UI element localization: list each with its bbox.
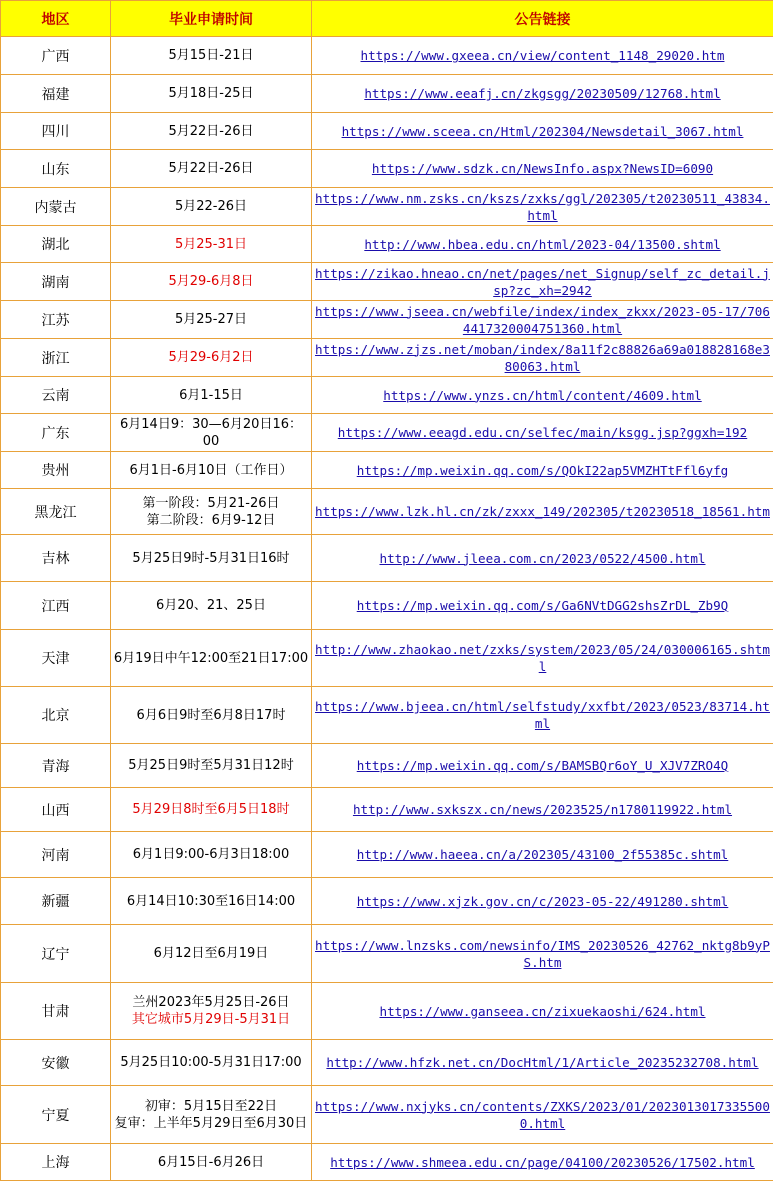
announcement-link[interactable]: http://www.sxkszx.cn/news/2023525/n1780119922.html: [352, 802, 733, 817]
announcement-link[interactable]: http://www.zhaokao.net/zxks/system/2023/05/24/030006165.shtml: [315, 642, 770, 674]
region-cell: 吉林: [1, 535, 111, 582]
period-text: 5月25日10:00-5月31日17:00: [120, 1055, 302, 1070]
period-cell: [111, 377, 312, 414]
table-row: [1, 75, 773, 113]
table-row: [1, 188, 773, 226]
period-cell: [111, 452, 312, 489]
announcement-link[interactable]: http://www.hfzk.net.cn/DocHtml/1/Article_20235232708.html: [326, 1055, 759, 1070]
announcement-link[interactable]: https://www.bjeea.cn/html/selfstudy/xxfbt/2023/0523/83714.html: [315, 699, 770, 731]
period-text: 6月6日9时至6月8日17时: [136, 707, 286, 723]
period-text: 5月22-26日: [174, 199, 248, 214]
table-row: [1, 744, 773, 788]
period-text: 6月20、21、25日: [156, 598, 266, 613]
link-cell: [312, 75, 773, 113]
link-cell: [312, 226, 773, 263]
region-cell: 内蒙古: [1, 188, 111, 226]
region-cell: 福建: [1, 75, 111, 113]
period-cell: [111, 630, 312, 687]
region-cell: 江苏: [1, 301, 111, 339]
table-row: [1, 1144, 773, 1181]
link-cell: [312, 687, 773, 744]
period-text: 6月19日中午12:00至21日17:00: [113, 650, 309, 666]
period-text: 5月25日9时至5月31日12时: [128, 758, 294, 773]
period-text: 5月29-6月8日: [168, 274, 254, 289]
link-cell: [312, 878, 773, 925]
link-cell: [312, 535, 773, 582]
period-text: 复审：上半年5月29日至6月30日: [114, 1115, 308, 1131]
announcement-link[interactable]: https://www.jseea.cn/webfile/index/index_zkxx/2023-05-17/7064417320004751360.html: [315, 303, 770, 336]
period-text: 6月14日9：30—6月20日16：00: [120, 416, 302, 449]
period-cell: [111, 925, 312, 983]
period-text: 5月29日8时至6月5日18时: [132, 802, 290, 817]
period-cell: [111, 535, 312, 582]
region-cell: 湖北: [1, 226, 111, 263]
region-cell: 湖南: [1, 263, 111, 301]
period-cell: [111, 226, 312, 263]
region-cell: 广东: [1, 414, 111, 452]
table-header-row: [1, 1, 773, 37]
period-cell: [111, 188, 312, 226]
region-cell: 江西: [1, 582, 111, 630]
period-cell: [111, 75, 312, 113]
table-row: [1, 301, 773, 339]
period-text: 5月18日-25日: [168, 86, 254, 101]
table-row: [1, 263, 773, 301]
region-cell: 天津: [1, 630, 111, 687]
period-cell: [111, 37, 312, 75]
table-row: [1, 339, 773, 377]
period-cell: [111, 1086, 312, 1144]
region-cell: 辽宁: [1, 925, 111, 983]
link-cell: [312, 263, 773, 301]
link-cell: [312, 339, 773, 377]
period-cell: [111, 1144, 312, 1181]
region-cell: 山西: [1, 788, 111, 832]
announcement-link[interactable]: http://www.hbea.edu.cn/html/2023-04/13500.shtml: [364, 236, 721, 252]
table-row: [1, 878, 773, 925]
table-row: [1, 489, 773, 535]
link-cell: [312, 832, 773, 878]
announcement-link[interactable]: https://mp.weixin.qq.com/s/Ga6NVtDGG2shsZrDL_Zb9Q: [356, 598, 729, 613]
table-row: [1, 788, 773, 832]
period-text: 5月25-31日: [174, 236, 248, 252]
link-cell: [312, 1040, 773, 1086]
table-row: [1, 832, 773, 878]
period-cell: [111, 489, 312, 535]
period-cell: [111, 150, 312, 188]
table-row: [1, 983, 773, 1040]
announcement-link[interactable]: http://www.jleea.com.cn/2023/0522/4500.html: [379, 550, 706, 566]
announcement-link[interactable]: https://www.ganseea.cn/zixuekaoshi/624.html: [379, 1003, 706, 1019]
announcement-link[interactable]: https://www.nm.zsks.cn/kszs/zxks/ggl/202305/t20230511_43834.html: [315, 190, 770, 223]
table-row: [1, 414, 773, 452]
period-text: 5月22日-26日: [168, 123, 254, 139]
period-text: 第二阶段：6月9-12日: [146, 512, 276, 528]
link-cell: [312, 582, 773, 630]
announcement-link[interactable]: https://www.nxjyks.cn/contents/ZXKS/2023/01/20230130173355000.html: [315, 1098, 770, 1131]
header-period: 毕业申请时间: [111, 1, 312, 37]
table-row: [1, 226, 773, 263]
announcement-link[interactable]: https://www.xjzk.gov.cn/c/2023-05-22/491280.shtml: [356, 893, 729, 909]
header-region: 地区: [1, 1, 111, 37]
announcement-link[interactable]: https://www.sceea.cn/Html/202304/Newsdetail_3067.html: [341, 123, 744, 139]
region-cell: 甘肃: [1, 983, 111, 1040]
region-cell: 广西: [1, 37, 111, 75]
link-cell: [312, 188, 773, 226]
period-text: 兰州2023年5月25日-26日: [132, 995, 290, 1010]
period-text: 5月25-27日: [174, 312, 248, 327]
table-row: [1, 377, 773, 414]
table-row: [1, 150, 773, 188]
region-cell: 黑龙江: [1, 489, 111, 535]
link-cell: [312, 1086, 773, 1144]
region-cell: 青海: [1, 744, 111, 788]
announcement-link[interactable]: https://www.zjzs.net/moban/index/8a11f2c88826a69a018828168e380063.html: [315, 341, 770, 374]
announcement-link[interactable]: https://www.shmeea.edu.cn/page/04100/20230526/17502.html: [330, 1154, 755, 1170]
announcement-link[interactable]: https://www.lzk.hl.cn/zk/zxxx_149/202305/t20230518_18561.htm: [315, 504, 770, 519]
period-text: 5月15日-21日: [168, 48, 254, 63]
table-row: [1, 1086, 773, 1144]
table-row: [1, 37, 773, 75]
period-text: 6月12日至6月19日: [153, 946, 269, 961]
period-text: 6月15日-6月26日: [157, 1154, 265, 1170]
region-cell: 北京: [1, 687, 111, 744]
link-cell: [312, 925, 773, 983]
link-cell: [312, 113, 773, 150]
announcement-link[interactable]: https://www.gxeea.cn/view/content_1148_29020.htm: [360, 48, 725, 63]
announcement-link[interactable]: http://www.haeea.cn/a/202305/43100_2f55385c.shtml: [356, 847, 729, 862]
period-text: 6月14日10:30至16日14:00: [126, 893, 296, 909]
period-cell: [111, 113, 312, 150]
period-cell: [111, 263, 312, 301]
table-row: [1, 1040, 773, 1086]
link-cell: [312, 150, 773, 188]
table-row: [1, 582, 773, 630]
link-cell: [312, 983, 773, 1040]
header-link: 公告链接: [312, 1, 773, 37]
announcement-link[interactable]: https://www.lnzsks.com/newsinfo/IMS_20230526_42762_nktg8b9yPS.htm: [315, 937, 770, 970]
link-cell: [312, 301, 773, 339]
period-cell: [111, 582, 312, 630]
announcement-link[interactable]: https://www.eeagd.edu.cn/selfec/main/ksgg.jsp?ggxh=192: [337, 425, 748, 440]
period-cell: [111, 832, 312, 878]
region-cell: 四川: [1, 113, 111, 150]
link-cell: [312, 1144, 773, 1181]
link-cell: [312, 377, 773, 414]
period-cell: [111, 687, 312, 744]
region-cell: 云南: [1, 377, 111, 414]
table-row: [1, 925, 773, 983]
table-row: [1, 452, 773, 489]
period-cell: [111, 301, 312, 339]
region-cell: 上海: [1, 1144, 111, 1181]
region-cell: 宁夏: [1, 1086, 111, 1144]
table-row: [1, 535, 773, 582]
period-text: 6月1-15日: [179, 387, 243, 403]
period-text: 5月22日-26日: [168, 161, 254, 176]
period-cell: [111, 1040, 312, 1086]
link-cell: [312, 489, 773, 535]
link-cell: [312, 414, 773, 452]
period-cell: [111, 339, 312, 377]
announcement-link[interactable]: https://www.ynzs.cn/html/content/4609.html: [383, 387, 702, 403]
period-cell: [111, 983, 312, 1040]
region-cell: 贵州: [1, 452, 111, 489]
announcement-link[interactable]: https://mp.weixin.qq.com/s/BAMSBQr6oY_U_XJV7ZRO4Q: [356, 758, 729, 773]
period-cell: [111, 788, 312, 832]
period-text: 6月1日-6月10日（工作日）: [129, 462, 293, 478]
period-text: 6月1日9:00-6月3日18:00: [132, 847, 290, 862]
period-text: 5月25日9时-5月31日16时: [132, 550, 290, 566]
link-cell: [312, 788, 773, 832]
period-text: 第一阶段：5月21-26日: [142, 495, 280, 511]
announcement-link[interactable]: https://www.sdzk.cn/NewsInfo.aspx?NewsID=6090: [371, 161, 714, 176]
table-row: [1, 687, 773, 744]
period-text: 其它城市5月29日-5月31日: [131, 1012, 291, 1027]
region-cell: 新疆: [1, 878, 111, 925]
region-cell: 安徽: [1, 1040, 111, 1086]
announcement-link[interactable]: https://mp.weixin.qq.com/s/QOkI22ap5VMZHTtFfl6yfg: [356, 462, 729, 478]
period-cell: [111, 744, 312, 788]
period-text: 初审：5月15日至22日: [144, 1098, 278, 1114]
link-cell: [312, 37, 773, 75]
period-cell: [111, 878, 312, 925]
table-row: [1, 630, 773, 687]
region-cell: 山东: [1, 150, 111, 188]
region-cell: 浙江: [1, 339, 111, 377]
period-text: 5月29-6月2日: [168, 350, 254, 365]
link-cell: [312, 630, 773, 687]
announcement-link[interactable]: https://www.eeafj.cn/zkgsgg/20230509/12768.html: [364, 86, 721, 101]
link-cell: [312, 452, 773, 489]
region-cell: 河南: [1, 832, 111, 878]
period-cell: [111, 414, 312, 452]
link-cell: [312, 744, 773, 788]
table-row: [1, 113, 773, 150]
announcement-link[interactable]: https://zikao.hneao.cn/net/pages/net_Signup/self_zc_detail.jsp?zc_xh=2942: [315, 265, 770, 298]
